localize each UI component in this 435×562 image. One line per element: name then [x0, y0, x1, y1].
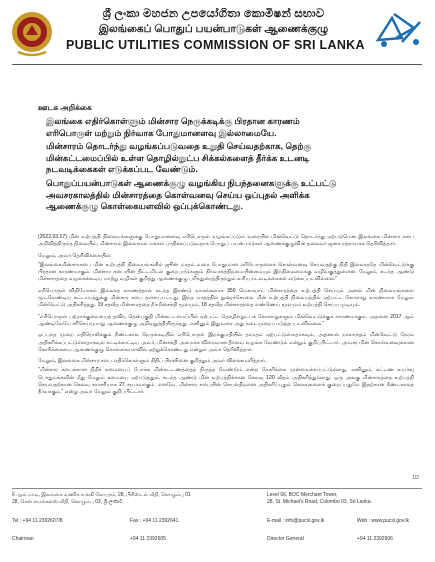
footer-fax: Fax : +94 11 2392641	[130, 518, 179, 524]
lead-paragraph: இலங்கை எதிர்கொள்ளும் மின்சார நெருக்கடிக்கு பிரதான காரணம் எரிபொருள் மற்றும் நிர்வாக போதுமானளவு இல்லாமையே.	[46, 116, 300, 138]
footer-address-english-2: 28, St. Michael's Road, Colombo 03, Sri Lanka.	[267, 498, 372, 505]
header-divider	[12, 64, 422, 65]
letterhead	[0, 0, 435, 66]
body-paragraph: மேலும், அவர் தெரிவிக்கையில்:	[38, 252, 112, 259]
body-paragraph: மேலும், இலங்கை மின்சார சபை எதிர்கொள்ளும் நிதிப் பிரச்சினை குறித்தும் அவர் விளக்கமளித்தார்.	[38, 358, 267, 365]
title-tamil: இலங்கைப் பொதுப் பயன்பாடுகள் ஆணைக்குழு	[98, 23, 329, 35]
page-number: 1/2	[412, 475, 419, 481]
lead-paragraph: பொதுப்பயன்பாடுகள் ஆணைக்குழு வழங்கிய நிபந்தனைகளுக்கு உட்பட்டு அவசரகாலத்தில் மின்சாரத்தை கொள்வனவு செய்ய ஒப்புதல் அளிக்க ஆணைக்குழு கொள்கையளவில் ஒப்புக்கொண்டது.	[46, 177, 337, 212]
footer-chairman-label: Chairman	[12, 536, 34, 542]
footer-dg-tel: +94 11 2392606	[357, 536, 393, 542]
sri-lanka-emblem-icon	[10, 8, 54, 58]
footer-chairman-tel: +94 11 2392605	[130, 536, 166, 542]
body-paragraph: "மின்சார சபைக்கான நிதிச் சுமையைப் போக்க மின்கட்டணத்தைத் திருத்த வேண்டும் என்ற கோரிக்கை முன்வைக்கப்பட்டுள்ளது. எனினும், கட்டண உயர்வு பொதுமக்களின் மீது மேலும் சுமையை ஏற்படுத்தும். கடந்த ஆண்டு மின் உற்பத்திக்கான செலவு 120 வீதம் அதிகரித்துள்ளது. ஒரு அலகு மின்சாரத்தை உற்பத்தி செய்வதற்கான செலவு சராசரியாக 27 ரூபாவாகும். எனவே, மின்சார சபையின் செயல்திறனை அதிகரிப்பதும் செலவுகளைக் குறைப்பதுமே இதற்கான நீண்டகாலத் தீர்வாகும்." என்று அவர் மேலும் குறிப்பிட்டார்.	[38, 367, 414, 396]
footer-divider	[12, 488, 422, 489]
lead-section	[46, 116, 346, 215]
body-text	[38, 234, 414, 401]
body-paragraph: "எரிபொருள் பற்றாக்குறையைத் தவிர, தென்பகுதி மின்கட்டமைப்பில் ஏற்பட்ட தொழில்நுட்பக் கோளாறுகளும் மின்வெட்டுக்குக் காரணமாகும். அதனை 2017 ஆம் ஆண்டிலேயே சரிசெய்யுமாறு ஆணைக்குழு அறிவுறுத்தியிருந்தது. எனினும் இதுவரை அது நடைமுறைப்படுத்தப்படவில்லை."	[38, 313, 414, 327]
body-paragraph: ஒப்பந்த முறை எதிரொலிக்கும் நீண்டகால நெருக்கடியில் எரிபொருள் இறக்குமதியில் தாமதம் ஏற்பட்டுள்ளதாகவும், அதனால் நாளாந்தம் மின்வெட்டு நேரம் அதிகரிக்கப்பட்டுள்ளதாகவும் சுட்டிக்காட்டிய அவர், மின்சக்தி அமைச்சு விரைவான தீர்வை வழங்க வேண்டும் என்றும் குறிப்பிட்டார். அவசர மின் கொள்வனவுக்கான கோரிக்கையை ஆணைக்குழு கொள்கையளவில் ஏற்றுக்கொண்டது என்றும் அவர் தெரிவித்தார்.	[38, 332, 414, 353]
footer-email[interactable]: E-mail : info@pucsl.gov.lk	[267, 518, 325, 524]
title-sinhala: ශ්‍රී ලංකා මහජන උපයෝගිතා කොමිෂන් සභාව	[102, 8, 325, 20]
body-paragraph: எரிபொருள் விநியோகம் இல்லாத காரணத்தால் கடந்த இரண்டு வாரங்களாக 350 மெகாவாட் மின்சாரத்தை உற்பத்தி செய்யும் அனல் மின் நிலையங்களை மூடவேண்டிய கட்டாயத்துக்கு மின்சார சபை தள்ளப்பட்டது. இந்த மாதத்தில் நுரைச்சோலை மின் உற்பத்தி நிலையத்தில் ஏற்பட்ட கோளாறு காரணமாக மேலும் மின்வெட்டு அதிகரித்தது. 19 சதவீத மின்சாரத்தை நீர்மின்சக்தி மூலமும், 18 சதவீத மின்சாரத்தை எண்ணெய் மூலமும் உற்பத்தி செய்ய முடியும்.	[38, 287, 414, 309]
pucsl-logo-icon	[372, 8, 426, 52]
footer-web[interactable]: Web : www.pucsl.gov.lk	[357, 518, 410, 524]
footer-address-english: Level 06, BOC Merchant Tower,	[267, 492, 338, 498]
body-paragraph: (2022.03.17) மின் உற்பத்தி நிலையங்களுக்கு போதுமானளவு எரிபொருள் வழங்கப்படும் வரையில் மின்வெட்டு தொடர்ந்து ஏற்படுமென இலங்கை மின்சார சபை அறிவித்திருந்த நிலையில், மின்சாரம் இல்லாமல் மக்கள் பாதிக்கப்படுவதாக பொதுப் பயன்பாடுகள் ஆணைக்குழுவின் தலைவர் ஜனக ரத்நாயக்க தெரிவித்தார்.	[38, 234, 414, 248]
footer-address-local: 6 ஆம் மாடி, இலங்கை வணிக வங்கி கோபுரம், 28, பிரிஸ்டல் வீதி, கொழும்பு 01	[12, 492, 191, 498]
document-label: ஊடக அறிக்கை	[38, 103, 92, 112]
footer-address-local-2: 28, சென் மைக்கல்ஸ் வீதி, கொழும்பு 03, ශ්‍රී ලංකාව	[12, 498, 123, 505]
title-english: PUBLIC UTILITIES COMMISSION OF SRI LANKA	[66, 38, 365, 52]
footer-tel: Tel : +94 11 2392607/8	[12, 518, 63, 524]
body-paragraph: "இலங்கைமின்சாரசபை மின் உற்பத்தி நிலையங்களில் ஜூன் மாதம் வரை போதுமான எரிபொருளைக் கொள்வனவு செய்வதற்கு நிதி இல்லாததே மின்வெட்டுக்கு பிரதான காரணமாகும். மின்சார சபையின் திட்டமிடல் குறைபாடுகளும் நிர்வாகத்திறமையின்மையும் இந்நிலைமைக்கு வழிவகுத்துள்ளன. மேலும், கடந்த ஆண்டு மின்சாரத்தை வழங்கக்கூடிய மாற்று வழிகள் குறித்து ஆணைக்குழு பரிந்துரைத்திருந்தும் உரிய நடவடிக்கைகள் எடுக்கப்படவில்லை."	[38, 261, 414, 283]
footer-dg-label: Director General	[267, 536, 304, 542]
lead-paragraph: மின்சாரம் தொடர்ந்து வழங்கப்படுவதை உறுதி செய்வதற்காக, தெற்கு மின்கட்டமைப்பில் உள்ள தொழில்நுட்ப சிக்கல்களைத் தீர்க்க உடனடி நடவடிக்கைகள் எடுக்கப்பட வேண்டும்.	[46, 141, 312, 175]
